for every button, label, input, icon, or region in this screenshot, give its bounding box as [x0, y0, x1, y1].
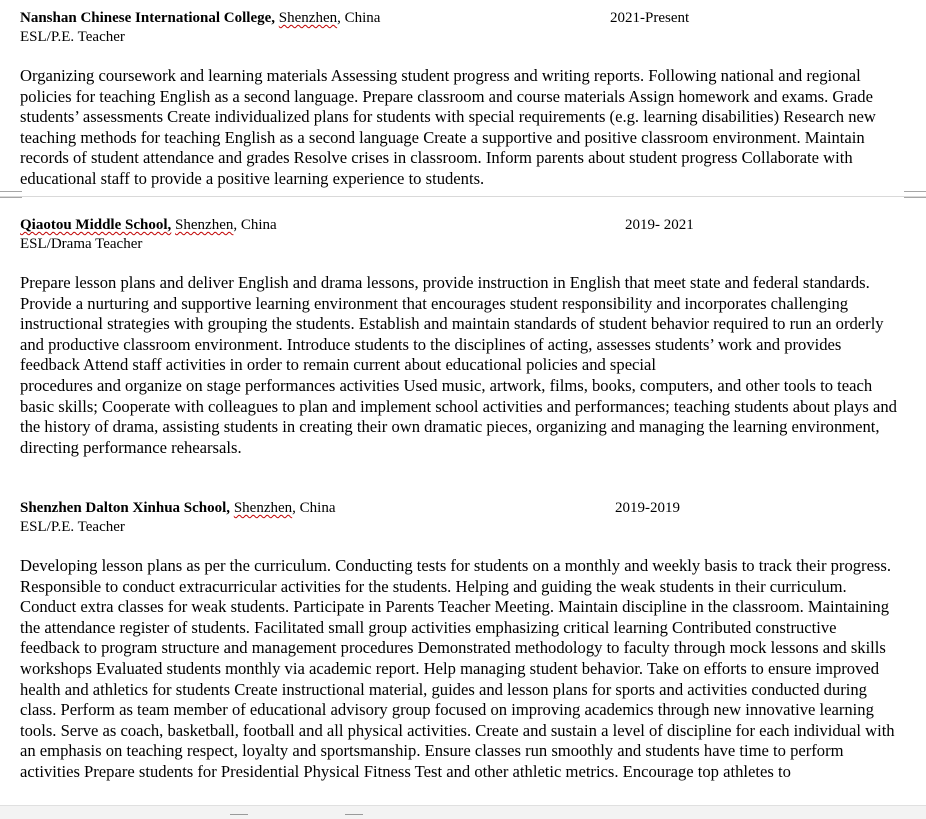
job-header: [20, 9, 900, 28]
country-name: , China: [337, 10, 381, 26]
left-margin-marker-icon: [0, 188, 22, 202]
page-break-line: [0, 196, 926, 197]
country-name: , China: [233, 217, 277, 233]
job-description-paragraph: Developing lesson plans as per the curriculum. Conducting tests for students on a monthly and weekly basis to track their progress. Responsible to conduct extracurricular activities for the students. Helping and guiding the weak students in their curriculum. Conduct extra classes for weak students. Participate in Parents Teacher Meeting. Maintain discipline in the classroom. Maintaining the attendance register of students. Facilitated small group activities emphasizing critical learning Contributed constructive feedback to program structure and management procedures Demonstrated methodology to faculty through mock lessons and skills workshops Evaluated students monthly via academic report. Help managing student behavior. Take on efforts to ensure improved health and athletics for students Create instructional material, guides and lesson plans for sports and activities conducted during class. Perform as team member of educational advisory group focused on improving academics through new innovative learning tools. Serve as coach, basketball, football and all physical activities. Create and sustain a level of discipline for each individual with an emphasis on teaching respect, loyalty and sportsmanship. Ensure classes run smoothly and students have time to perform activities Prepare students for Presidential Physical Fitness Test and other athletic metrics. Encourage top athletes to: [20, 556, 895, 781]
job-entry: [20, 499, 900, 783]
job-header: [20, 216, 900, 235]
job-dates: 2019- 2021: [625, 217, 694, 233]
job-description-paragraph: Organizing coursework and learning materials Assessing student progress and writing reports. Following national and regional policies for teaching English as a second language. Prepare classroom and course materials Assign homework and exams. Grade students’ assessments Create individualized plans for students with special requirements (e.g. learning disabilities) Research new teaching methods for teaching English as a second language Create a supportive and positive classroom environment. Maintain records of student attendance and grades Resolve crises in classroom. Inform parents about student progress Collaborate with educational staff to provide a positive learning experience to students.: [20, 66, 876, 188]
right-margin-marker-icon: [904, 188, 926, 202]
school-name: Qiaotou Middle School,: [20, 217, 172, 233]
school-name: Shenzhen Dalton Xinhua School,: [20, 500, 231, 516]
job-entry: [20, 9, 900, 190]
job-description: [20, 273, 900, 458]
ruler-marker-icon: [345, 814, 363, 815]
job-dates: 2021-Present: [610, 10, 690, 26]
job-header: [20, 499, 900, 518]
job-role: ESL/Drama Teacher: [20, 236, 143, 252]
city-name: Shenzhen: [175, 217, 234, 233]
job-description-paragraph: Prepare lesson plans and deliver English and drama lessons, provide instruction in English that meet state and federal standards. Provide a nurturing and supportive learning environment that encourages student responsibility and incorporates challenging instructional strategies with grouping the students. Establish and maintain standards of student behavior required to run an orderly and productive classroom environment. Introduce students to the disciplines of acting, assesses students’ work and provides feedback Attend staff activities in order to remain current about educational policies and special: [20, 273, 884, 375]
horizontal-scroll-area[interactable]: [0, 805, 926, 819]
school-name: Nanshan Chinese International College,: [20, 10, 276, 26]
job-role: ESL/P.E. Teacher: [20, 29, 125, 45]
job-entry: [20, 216, 900, 458]
city-name: Shenzhen: [233, 500, 293, 516]
job-description-paragraph: procedures and organize on stage performances activities Used music, artwork, films, books, computers, and other tools to teach basic skills; Cooperate with colleagues to plan and implement school activities and performances; teaching students about plays and the history of drama, assisting students in creating their own dramatic pieces, organizing and managing the learning environment, directing performance rehearsals.: [20, 375, 897, 457]
job-description: [20, 66, 900, 190]
job-dates: 2019-2019: [615, 500, 680, 516]
country-name: , China: [292, 500, 336, 516]
job-role: ESL/P.E. Teacher: [20, 519, 125, 535]
ruler-marker-icon: [230, 814, 248, 815]
job-description: [20, 556, 900, 783]
city-name: Shenzhen: [278, 10, 338, 26]
